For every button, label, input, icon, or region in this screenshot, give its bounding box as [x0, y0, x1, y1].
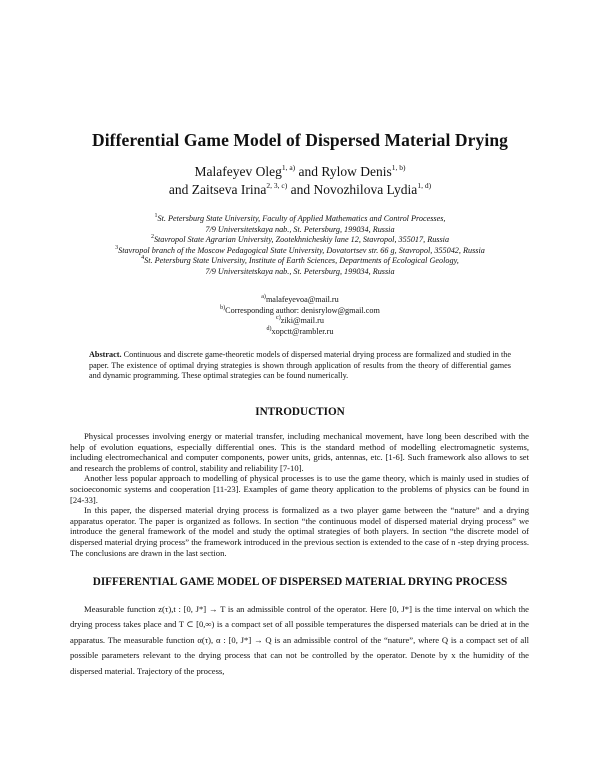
affiliation-text: Stavropol branch of the Moscow Pedagogical State University, Dovatortsev str. 66 g, Stavropol, 355042, Russia	[118, 245, 485, 255]
differential-game-body	[70, 602, 529, 679]
author-name: and Novozhilova Lydia	[287, 182, 418, 197]
section-heading-introduction: INTRODUCTION	[255, 406, 345, 418]
affiliation-text: St. Petersburg State University, Institute of Earth Sciences, Departments of Ecological Geology,	[144, 256, 459, 266]
author-line-1	[0, 163, 600, 181]
affiliation-list	[0, 214, 600, 278]
author-affil-mark: 1, b)	[391, 163, 406, 172]
affiliation	[0, 267, 600, 278]
email-address: malafeyevoa@mail.ru	[265, 295, 339, 304]
author-affil-mark: 1, a)	[281, 163, 296, 172]
author-list	[0, 163, 600, 199]
email-address: Corresponding author: denisrylow@gmail.com	[225, 305, 380, 315]
affiliation-mark: 1	[154, 213, 158, 219]
abstract-text: Continuous and discrete game-theoretic models of dispersed material drying process are formalized and studied in the paper. The existence of optimal drying strategies is shown through application of results from the theory of differential games and dynamic programming. These optimal strategies can be found numerically.	[89, 350, 511, 381]
email-mark: a)	[261, 294, 266, 300]
email-address: ziki@mail.ru	[280, 316, 324, 326]
affiliation-text: 7/9 Universitetskaya nab., St. Petersburg, 199034, Russia	[205, 224, 395, 234]
affiliation	[0, 235, 600, 246]
affiliation-mark: 2	[150, 234, 154, 241]
paragraph: Another less popular approach to modelling of physical processes is to use the game theory, which is mainly used in studies of socioeconomic systems and cooperation [11-23]. Examples of game theory application to the problems of physics can be found in [24-33].	[70, 473, 529, 505]
abstract-label: Abstract.	[89, 350, 122, 359]
author-affil-mark: 2, 3, c)	[266, 181, 288, 190]
email-address: xopctt@rambler.ru	[271, 326, 334, 336]
affiliation-mark: 4	[141, 255, 145, 262]
affiliation-text: St. Petersburg State University, Faculty of Applied Mathematics and Control Processes,	[157, 214, 446, 223]
affiliation-mark: 3	[115, 244, 119, 251]
email-list	[0, 295, 600, 337]
section-heading-differential-game: DIFFERENTIAL GAME MODEL OF DISPERSED MATERIAL DRYING PROCESS	[92, 576, 508, 588]
author-affil-mark: 1, d)	[417, 181, 432, 190]
paragraph: Physical processes involving energy or material transfer, including mechanical movement, have long been described with the help of evolution equations, especially differential ones. This is the standard method of modelling electromagnetic systems, including electromechanical and computer components, power units, grids, antennas, etc. [1-6]. Such framework also allows to set and research the problems of control, stability and reliability [7-10].	[70, 431, 529, 473]
affiliation	[0, 246, 600, 257]
paragraph: Measurable function z(τ),t : [0, J*] → T is an admissible control of the operator. Here [0, J*] is the time interval on which the drying process takes place and T ⊂ [0,∞) is a compact set of all possible temperatures the dispersed materials can be dried at in the apparatus. The measurable function α(τ), α : [0, J*] → Q is an admissible control of the “nature”, where Q is a compact set of all possible parameters relevant to the drying process that can not be controlled by the operator. Denote by x the humidity of the dispersed material. Trajectory of the process,	[70, 604, 529, 676]
author-name: Malafeyev Oleg	[194, 164, 282, 179]
email-mark: b)	[220, 304, 226, 311]
affiliation-text: Stavropol State Agrarian University, Zootekhnicheskiy lane 12, Stavropol, 355017, Russia	[153, 235, 450, 245]
email-line	[0, 316, 600, 327]
affiliation-text: 7/9 Universitetskaya nab., St. Petersburg, 199034, Russia	[205, 266, 395, 276]
affiliation	[0, 214, 600, 225]
author-line-2	[0, 181, 600, 199]
email-mark: c)	[276, 315, 281, 322]
paper-title: Differential Game Model of Dispersed Material Drying	[91, 130, 509, 150]
introduction-body	[70, 431, 529, 558]
email-line	[0, 306, 600, 317]
affiliation	[0, 256, 600, 267]
author-name: and Rylow Denis	[295, 164, 392, 179]
email-line	[0, 327, 600, 338]
email-mark: d)	[266, 325, 272, 332]
author-name: and Zaitseva Irina	[168, 182, 267, 197]
email-line	[0, 295, 600, 306]
affiliation	[0, 225, 600, 236]
paragraph: In this paper, the dispersed material drying process is formalized as a two player game between the “nature” and a drying apparatus operator. The paper is organized as follows. In section “the continuous model of dispersed material drying process” we introduce the general framework of the model and study the optimal strategies of both players. In section “the discrete model of dispersed material drying process” the framework introduced in the previous section is extended to the case of n -step drying process. The conclusions are drawn in the last section.	[70, 505, 529, 558]
abstract	[89, 350, 511, 382]
